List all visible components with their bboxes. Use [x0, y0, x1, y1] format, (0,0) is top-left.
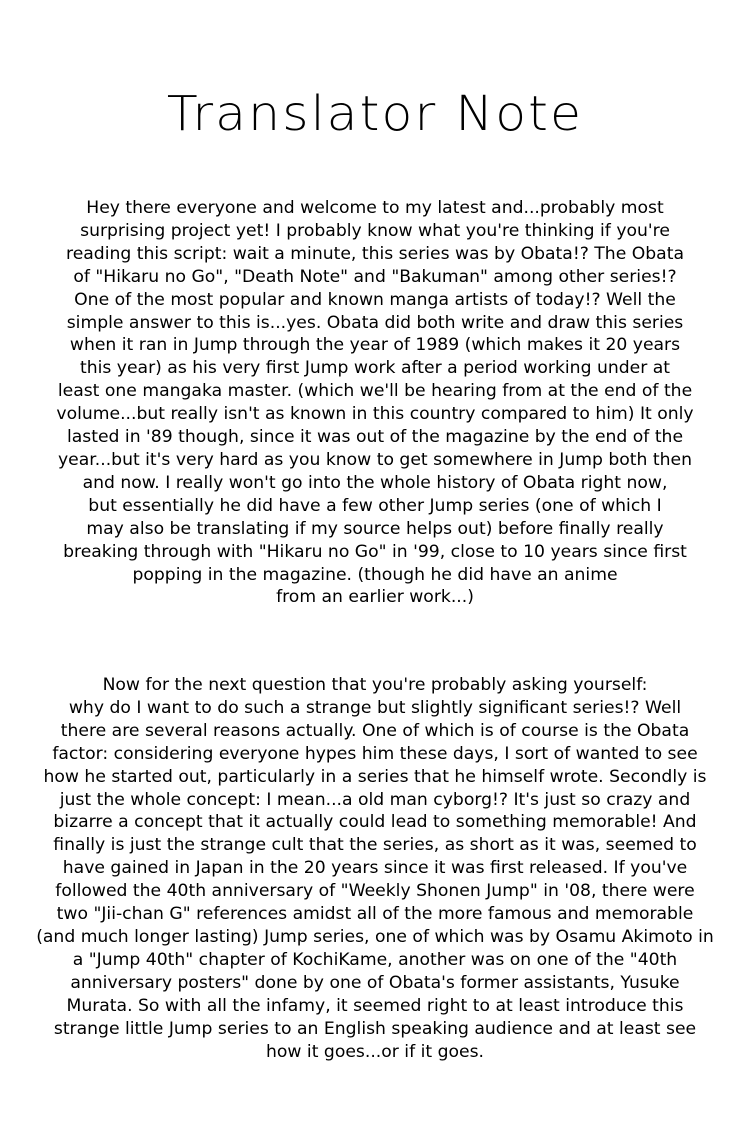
text-line: reading this script: wait a minute, this series was by Obata!? The Obata [66, 243, 684, 264]
text-line: followed the 40th anniversary of "Weekly Shonen Jump" in '08, there were [55, 881, 695, 902]
text-line: of "Hikaru no Go", "Death Note" and "Bakuman" among other series!? [73, 266, 677, 287]
text-line: volume...but really isn't as known in this country compared to him) It only [56, 404, 694, 425]
text-line: how it goes...or if it goes. [266, 1041, 484, 1062]
text-line: a "Jump 40th" chapter of KochiKame, another was on one of the "40th [72, 949, 678, 970]
text-line: from an earlier work...) [276, 587, 474, 608]
text-line: Hey there everyone and welcome to my latest and...probably most [86, 198, 664, 218]
text-line: (and much longer lasting) Jump series, one of which was by Osamu Akimoto in [36, 926, 714, 947]
text-line: how he started out, particularly in a series that he himself wrote. Secondly is [43, 766, 707, 787]
text-line: have gained in Japan in the 20 years since it was first released. If you've [62, 858, 688, 879]
text-line: lasted in '89 though, since it was out of the magazine by the end of the [66, 427, 684, 448]
text-line: and now. I really won't go into the whole history of Obata right now, [82, 472, 668, 493]
text-line: this year) as his very first Jump work after a period working under at [79, 358, 671, 379]
text-line: breaking through with "Hikaru no Go" in '99, close to 10 years since first [63, 541, 687, 562]
text-line: anniversary posters" done by one of Obata's former assistants, Yusuke [70, 972, 680, 993]
text-line: but essentially he did have a few other Jump series (one of which I [88, 495, 662, 516]
text-line: factor: considering everyone hypes him these days, I sort of wanted to see [52, 743, 698, 764]
text-line: surprising project yet! I probably know what you're thinking if you're [80, 220, 670, 241]
text-line: may also be translating if my source helps out) before finally really [86, 518, 664, 539]
page-title: Translator Note [166, 86, 584, 142]
text-line: there are several reasons actually. One of which is of course is the Obata [60, 720, 690, 741]
text-line: One of the most popular and known manga artists of today!? Well the [74, 289, 676, 310]
text-line: finally is just the strange cult that the series, as short as it was, seemed to [53, 835, 697, 856]
text-line: two "Jii-chan G" references amidst all of the more famous and memorable [56, 904, 694, 925]
text-line: Now for the next question that you're probably asking yourself: [102, 675, 648, 695]
note-paragraph-1 [30, 197, 720, 609]
text-line: just the whole concept: I mean...a old man cyborg!? It's just so crazy and [59, 789, 691, 810]
text-line: strange little Jump series to an English speaking audience and at least see [53, 1018, 697, 1039]
note-paragraph-2 [30, 674, 720, 1063]
text-line: when it ran in Jump through the year of 1989 (which makes it 20 years [69, 335, 681, 356]
text-line: why do I want to do such a strange but slightly significant series!? Well [68, 697, 682, 718]
text-line: Murata. So with all the infamy, it seemed right to at least introduce this [66, 995, 684, 1016]
text-line: simple answer to this is...yes. Obata did both write and draw this series [66, 312, 684, 333]
text-line: popping in the magazine. (though he did have an anime [132, 564, 618, 585]
text-line: bizarre a concept that it actually could lead to something memorable! And [53, 812, 697, 833]
text-line: least one mangaka master. (which we'll be hearing from at the end of the [57, 381, 693, 402]
text-line: year...but it's very hard as you know to get somewhere in Jump both then [58, 449, 692, 470]
